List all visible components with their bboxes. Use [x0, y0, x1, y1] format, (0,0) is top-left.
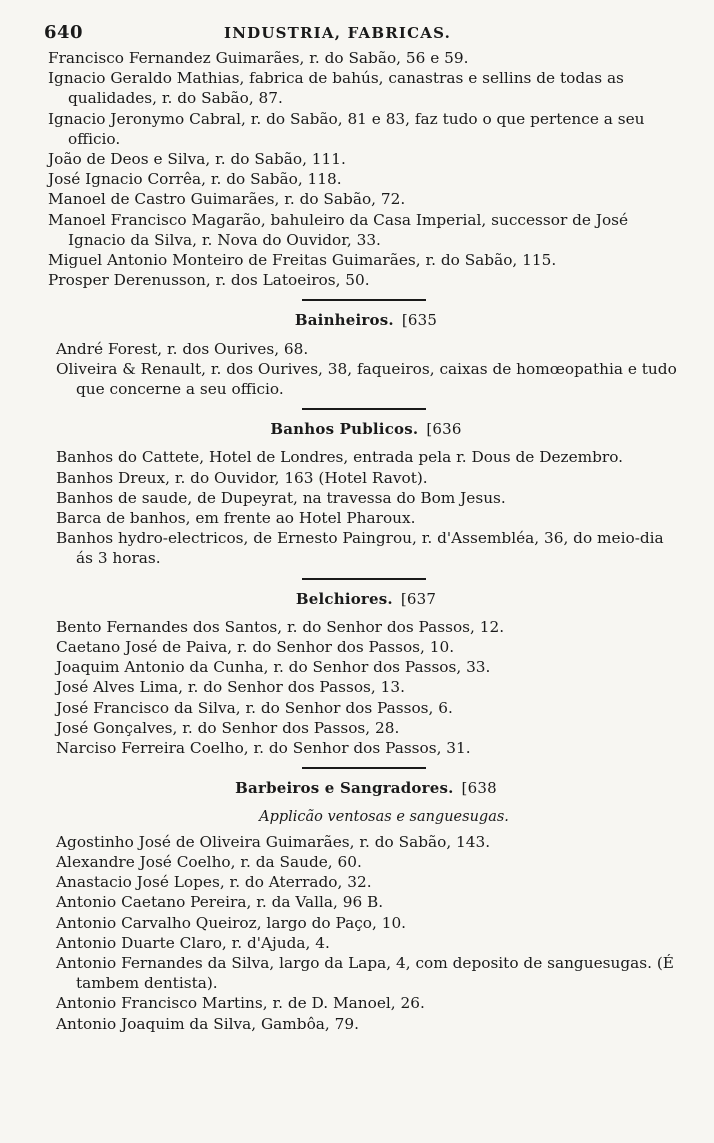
section-number: [636 — [426, 420, 462, 439]
page-header — [44, 22, 684, 46]
directory-entry: Banhos hydro-electricos, de Ernesto Paingrou, r. d'Assembléa, 36, do meio-dia ás 3 horas. — [56, 529, 664, 568]
directory-entry: Manoel Francisco Magarão, bahuleiro da Casa Imperial, successor de José Ignacio da Silva, r. Nova do Ouvidor, 33. — [48, 210, 629, 249]
section-heading — [48, 310, 684, 330]
section-divider — [302, 578, 426, 580]
section-entries — [48, 832, 684, 1034]
section-divider — [302, 408, 426, 410]
section-heading — [48, 589, 684, 609]
section-2 — [48, 408, 684, 568]
section-entries — [48, 339, 684, 400]
section-title: Belchiores. — [295, 589, 393, 608]
directory-entry: José Alves Lima, r. do Senhor dos Passos, 13. — [56, 678, 405, 697]
section-heading — [48, 778, 684, 798]
page-content — [48, 48, 684, 1034]
section-title: Bainheiros. — [294, 311, 394, 330]
sections — [48, 299, 684, 1033]
directory-entry: João de Deos e Silva, r. do Sabão, 111. — [48, 150, 346, 169]
section-entries — [48, 617, 684, 758]
directory-entry: José Gonçalves, r. do Senhor dos Passos, 28. — [56, 718, 400, 737]
directory-entry: Antonio Carvalho Queiroz, largo do Paço, 10. — [56, 913, 407, 932]
section-subtitle: Applicão ventosas e sanguesugas. — [259, 808, 509, 825]
section-heading — [48, 419, 684, 439]
section-entries — [48, 447, 684, 568]
directory-entry: Ignacio Geraldo Mathias, fabrica de bahús, canastras e sellins de todas as qualidades, r. do Sabão, 87. — [48, 69, 624, 108]
directory-entry: Antonio Francisco Martins, r. de D. Manoel, 26. — [56, 994, 425, 1013]
directory-entry: Antonio Fernandes da Silva, largo da Lapa, 4, com deposito de sanguesugas. (É tambem dentista). — [56, 953, 674, 993]
section-1 — [48, 299, 684, 399]
directory-entry: Francisco Fernandez Guimarães, r. do Sabão, 56 e 59. — [48, 49, 469, 67]
page-number: 640 — [44, 22, 84, 43]
directory-entry: Ignacio Jeronymo Cabral, r. do Sabão, 81 e 83, faz tudo o que pertence a seu officio. — [48, 109, 645, 148]
opening-entries — [48, 48, 684, 290]
directory-entry: Anastacio José Lopes, r. do Aterrado, 32. — [56, 873, 372, 892]
directory-entry: Bento Fernandes dos Santos, r. do Senhor dos Passos, 12. — [56, 617, 505, 636]
directory-entry: Manoel de Castro Guimarães, r. do Sabão, 72. — [48, 190, 406, 209]
running-title: INDUSTRIA, FABRICAS. — [224, 24, 452, 42]
directory-entry: Prosper Derenusson, r. dos Latoeiros, 50. — [48, 271, 370, 290]
directory-entry: André Forest, r. dos Ourives, 68. — [56, 339, 309, 358]
directory-entry: Joaquim Antonio da Cunha, r. do Senhor dos Passos, 33. — [56, 658, 491, 677]
section-number: [635 — [401, 311, 438, 330]
directory-entry: José Ignacio Corrêa, r. do Sabão, 118. — [48, 170, 342, 189]
directory-entry: Banhos de saude, de Dupeyrat, na travessa do Bom Jesus. — [56, 488, 506, 507]
section-title: Barbeiros e Sangradores. — [235, 779, 454, 798]
directory-entry: José Francisco da Silva, r. do Senhor dos Passos, 6. — [56, 698, 453, 717]
section-number: [637 — [400, 589, 437, 608]
directory-entry: Antonio Duarte Claro, r. d'Ajuda, 4. — [56, 933, 330, 952]
directory-entry: Oliveira & Renault, r. dos Ourives, 38, faqueiros, caixas de homœopathia e tudo que concerne a seu officio. — [56, 359, 677, 399]
directory-entry: Banhos Dreux, r. do Ouvidor, 163 (Hotel Ravot). — [56, 468, 428, 487]
directory-entry: Banhos do Cattete, Hotel de Londres, entrada pela r. Dous de Dezembro. — [56, 448, 624, 467]
directory-entry: Caetano José de Paiva, r. do Senhor dos Passos, 10. — [56, 638, 455, 657]
directory-entry: Miguel Antonio Monteiro de Freitas Guimarães, r. do Sabão, 115. — [48, 251, 557, 270]
section-3 — [48, 578, 684, 759]
directory-entry: Alexandre José Coelho, r. da Saude, 60. — [56, 852, 362, 871]
section-4 — [48, 767, 684, 1033]
directory-entry: Antonio Caetano Pereira, r. da Valla, 96 B. — [56, 893, 384, 912]
directory-entry: Narciso Ferreira Coelho, r. do Senhor dos Passos, 31. — [56, 739, 471, 758]
directory-entry: Antonio Joaquim da Silva, Gambôa, 79. — [56, 1014, 359, 1033]
section-divider — [302, 767, 426, 769]
directory-entry: Barca de banhos, em frente ao Hotel Pharoux. — [56, 509, 416, 528]
section-title: Banhos Publicos. — [270, 420, 419, 439]
section-number: [638 — [461, 779, 497, 798]
directory-entry: Agostinho José de Oliveira Guimarães, r. do Sabão, 143. — [56, 832, 491, 851]
section-divider — [302, 299, 426, 301]
